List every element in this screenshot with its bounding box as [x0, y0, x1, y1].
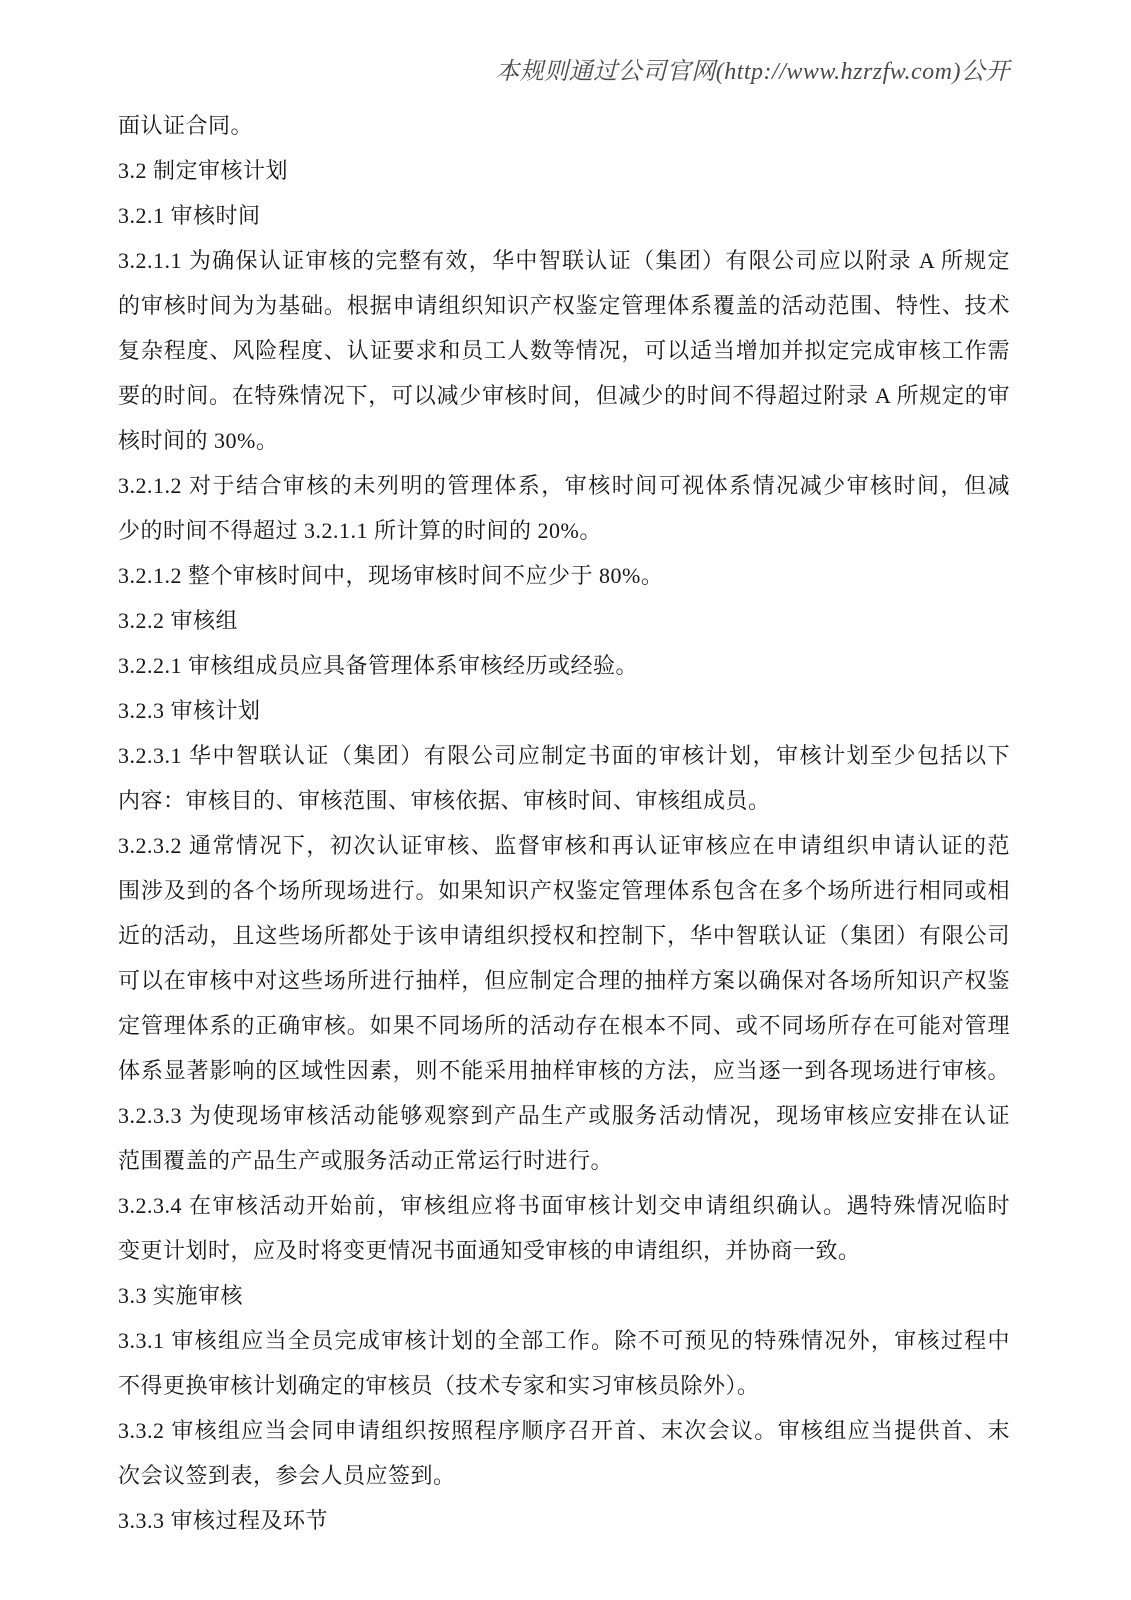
text-line: 3.2.3 审核计划: [118, 698, 261, 723]
text-line: 3.3.1 审核组应当全员完成审核计划的全部工作。除不可预见的特殊情况外，审核过程中: [118, 1328, 1010, 1353]
text-line: 可以在审核中对这些场所进行抽样，但应制定合理的抽样方案以确保对各场所知识产权鉴: [118, 968, 1010, 993]
text-line: 3.2.1.1 为确保认证审核的完整有效，华中智联认证（集团）有限公司应以附录 A 所规定: [118, 248, 1010, 273]
text-line: 3.2.3.1 华中智联认证（集团）有限公司应制定书面的审核计划，审核计划至少包括以下: [118, 743, 1010, 768]
text-line: 体系显著影响的区域性因素，则不能采用抽样审核的方法，应当逐一到各现场进行审核。: [118, 1058, 1010, 1083]
text-line: 变更计划时，应及时将变更情况书面通知受审核的申请组织，并协商一致。: [118, 1238, 861, 1263]
text-line: 定管理体系的正确审核。如果不同场所的活动存在根本不同、或不同场所存在可能对管理: [118, 1013, 1010, 1038]
text-line: 不得更换审核计划确定的审核员（技术专家和实习审核员除外）。: [118, 1373, 760, 1398]
text-line: 核时间的 30%。: [118, 428, 279, 453]
text-line: 3.2.2 审核组: [118, 608, 239, 633]
text-line: 3.2.3.2 通常情况下，初次认证审核、监督审核和再认证审核应在申请组织申请认证的范: [118, 833, 1010, 858]
text-line: 3.2.2.1 审核组成员应具备管理体系审核经历或经验。: [118, 653, 639, 678]
text-line: 3.2.3.3 为使现场审核活动能够观察到产品生产或服务活动情况，现场审核应安排在认证: [118, 1103, 1010, 1128]
text-line: 3.3.3 审核过程及环节: [118, 1508, 329, 1533]
text-line: 少的时间不得超过 3.2.1.1 所计算的时间的 20%。: [118, 518, 602, 543]
text-line: 3.2.1.2 对于结合审核的未列明的管理体系，审核时间可视体系情况减少审核时间，但减: [118, 473, 1010, 498]
header-note: 本规则通过公司官网(http://www.hzrzfw.com)公开: [495, 59, 1010, 85]
text-line: 3.3.2 审核组应当会同申请组织按照程序顺序召开首、末次会议。审核组应当提供首、末: [118, 1418, 1010, 1443]
text-line: 3.2.1 审核时间: [118, 203, 261, 228]
text-line: 复杂程度、风险程度、认证要求和员工人数等情况，可以适当增加并拟定完成审核工作需: [118, 338, 1010, 363]
text-line: 3.2 制定审核计划: [118, 158, 289, 183]
document-body: [118, 103, 1010, 1543]
text-line: 3.3 实施审核: [118, 1283, 244, 1308]
text-line: 近的活动，且这些场所都处于该申请组织授权和控制下，华中智联认证（集团）有限公司: [118, 923, 1010, 948]
text-line: 范围覆盖的产品生产或服务活动正常运行时进行。: [118, 1148, 614, 1173]
text-line: 3.2.1.2 整个审核时间中，现场审核时间不应少于 80%。: [118, 563, 664, 588]
text-line: 的审核时间为为基础。根据申请组织知识产权鉴定管理体系覆盖的活动范围、特性、技术: [118, 293, 1010, 318]
text-line: 面认证合同。: [118, 113, 254, 138]
text-line: 3.2.3.4 在审核活动开始前，审核组应将书面审核计划交申请组织确认。遇特殊情况临时: [118, 1193, 1010, 1218]
text-line: 要的时间。在特殊情况下，可以减少审核时间，但减少的时间不得超过附录 A 所规定的审: [118, 383, 1010, 408]
page-header: [118, 55, 1010, 101]
text-line: 围涉及到的各个场所现场进行。如果知识产权鉴定管理体系包含在多个场所进行相同或相: [118, 878, 1010, 903]
text-line: 内容：审核目的、审核范围、审核依据、审核时间、审核组成员。: [118, 788, 771, 813]
text-line: 次会议签到表，参会人员应签到。: [118, 1463, 456, 1488]
